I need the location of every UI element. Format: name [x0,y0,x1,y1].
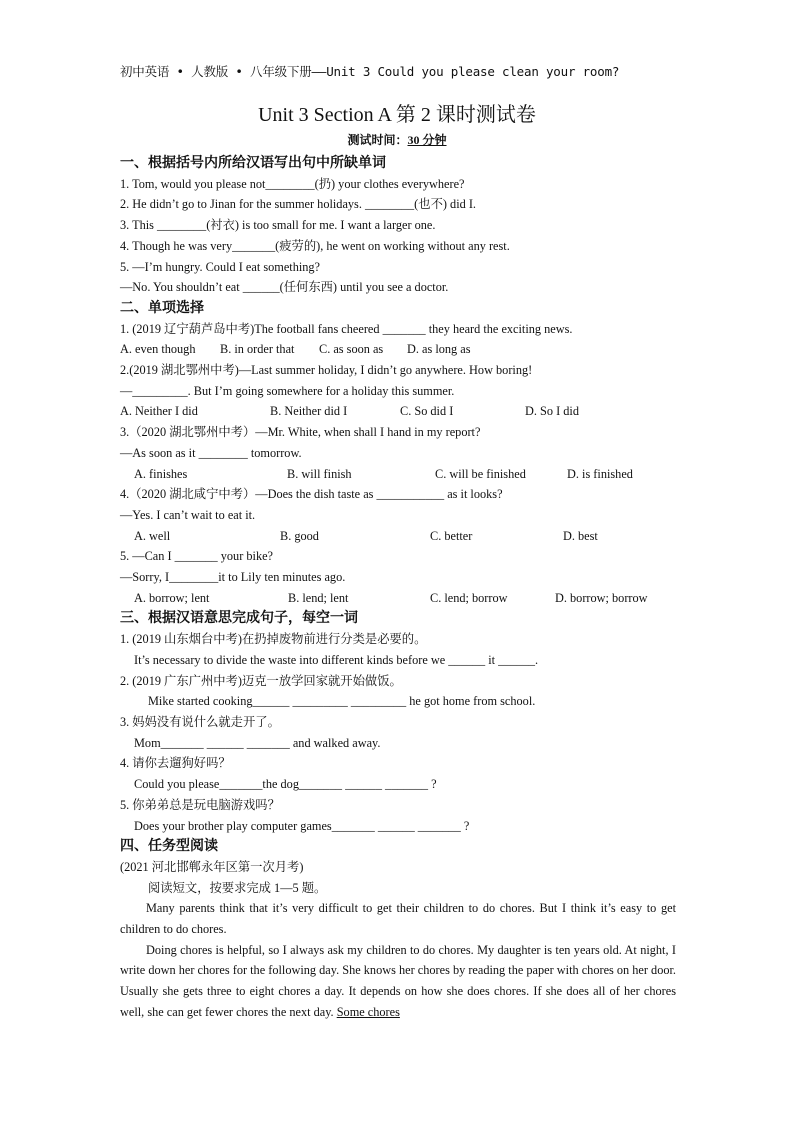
option: A. even though [120,342,196,357]
option: A. borrow; lent [134,590,210,605]
option: A. well [134,528,171,543]
s3-line: It’s necessary to divide the waste into different kinds before we ______ it ______. [134,652,539,667]
option: D. borrow; borrow [555,590,648,605]
section-3-heading: 三、根据汉语意思完成句子，每空一词 [120,610,358,627]
s1-question: 3. This ________(衬衣) is too small for me. I want a larger one. [120,218,436,233]
passage-paragraph-1: Many parents think that it’s very difficult to get their children to do chores. But I think it’s easy to get children to do chores. [120,901,676,937]
s2-question-5: 5. —Can I _______ your bike? [120,549,274,564]
section-2-heading: 二、单项选择 [120,299,204,316]
s4-source: (2021 河北邯郸永年区第一次月考) [120,859,304,874]
s2-question-5-reply: —Sorry, I________it to Lily ten minutes ago. [120,570,346,585]
option: A. Neither I did [120,404,198,419]
option: D. So I did [525,404,579,419]
underlined-phrase: Some chores [336,1004,400,1019]
s2-q5-options [120,588,676,609]
option: C. as soon as [319,342,384,357]
s1-question: 4. Though he was very_______(疲劳的), he went on working without any rest. [120,238,510,253]
s2-question-2: 2.(2019 湖北鄂州中考)—Last summer holiday, I didn’t go anywhere. How boring! [120,363,533,378]
s3-line: Does your brother play computer games_______ ______ _______ ? [134,818,470,833]
s3-line: 5. 你弟弟总是玩电脑游戏吗？ [120,797,280,812]
s2-q3-options [120,464,676,485]
page-header: 初中英语 • 人教版 • 八年级下册——Unit 3 Could you please clean your room? [120,64,620,79]
option: B. will finish [287,466,352,481]
s4-instruction: 阅读短文，按要求完成 1—5 题。 [148,880,327,895]
s2-q4-options [120,526,676,547]
option: C. lend; borrow [430,590,508,605]
s1-question: 5. —I’m hungry. Could I eat something? [120,259,321,274]
option: C. better [430,528,473,543]
section-1-heading: 一、根据括号内所给汉语写出句中所缺单词 [120,155,386,171]
option: C. So did I [400,404,454,419]
option: B. lend; lent [288,590,349,605]
s2-question-4: 4.（2020 湖北咸宁中考）—Does the dish taste as ___________ as it looks? [120,487,503,502]
passage-paragraph-2 [120,940,676,1023]
s3-line: 4. 请你去遛狗好吗？ [120,756,231,771]
option: B. good [280,528,319,543]
s2-question-2-reply: —_________. But I’m going somewhere for a holiday this summer. [120,383,455,398]
test-time [0,131,794,148]
s3-line: Mom_______ ______ _______ and walked away. [134,735,381,750]
option: D. as long as [407,342,471,357]
s1-question: 1. Tom, would you please not________(扔) your clothes everywhere? [120,176,465,191]
s3-line: 2. (2019 广东广州中考)迈克一放学回家就开始做饭。 [120,673,402,688]
option: D. is finished [567,466,633,481]
page-title: Unit 3 Section A 第 2 课时测试卷 [258,104,536,126]
test-time-value: 30 分钟 [407,133,447,147]
s2-question-4-reply: —Yes. I can’t wait to eat it. [120,507,256,522]
option: B. Neither did I [270,404,348,419]
s1-question: 2. He didn’t go to Jinan for the summer holidays. ________(也不) did I. [120,197,476,212]
s1-question: —No. You shouldn’t eat ______(任何东西) until you see a doctor. [120,280,449,295]
section-4-heading: 四、任务型阅读 [120,838,218,855]
option: B. in order that [220,342,295,357]
option: D. best [563,528,598,543]
s2-question-3-reply: —As soon as it ________ tomorrow. [120,445,302,460]
s2-question-3: 3.（2020 湖北鄂州中考）—Mr. White, when shall I hand in my report? [120,425,481,440]
s3-line: 1. (2019 山东烟台中考)在扔掉废物前进行分类是必要的。 [120,632,427,647]
s2-q2-options [120,401,676,422]
s3-line: Mike started cooking______ _________ _________ he got home from school. [148,694,536,709]
option: A. finishes [134,466,188,481]
s2-q1-options [120,339,676,360]
s3-line: 3. 妈妈没有说什么就走开了。 [120,714,280,729]
s2-question-1: 1. (2019 辽宁葫芦岛中考)The football fans cheered _______ they heard the exciting news. [120,321,573,336]
option: C. will be finished [435,466,526,481]
test-time-label: 测试时间： [347,133,408,147]
content [120,153,676,1023]
passage-text: Doing chores is helpful, so I always ask my children to do chores. My daughter is ten years old. At night, I write down her chores for the following day. She knows her chores by reading the paper with chores on her door. Usually she gets three to eight chores a day. It depends on how she does chores. If she does all of her chores well, she can get fewer chores the next day. [120,942,676,1019]
s3-line: Could you please_______the dog_______ ______ _______ ? [134,777,437,792]
